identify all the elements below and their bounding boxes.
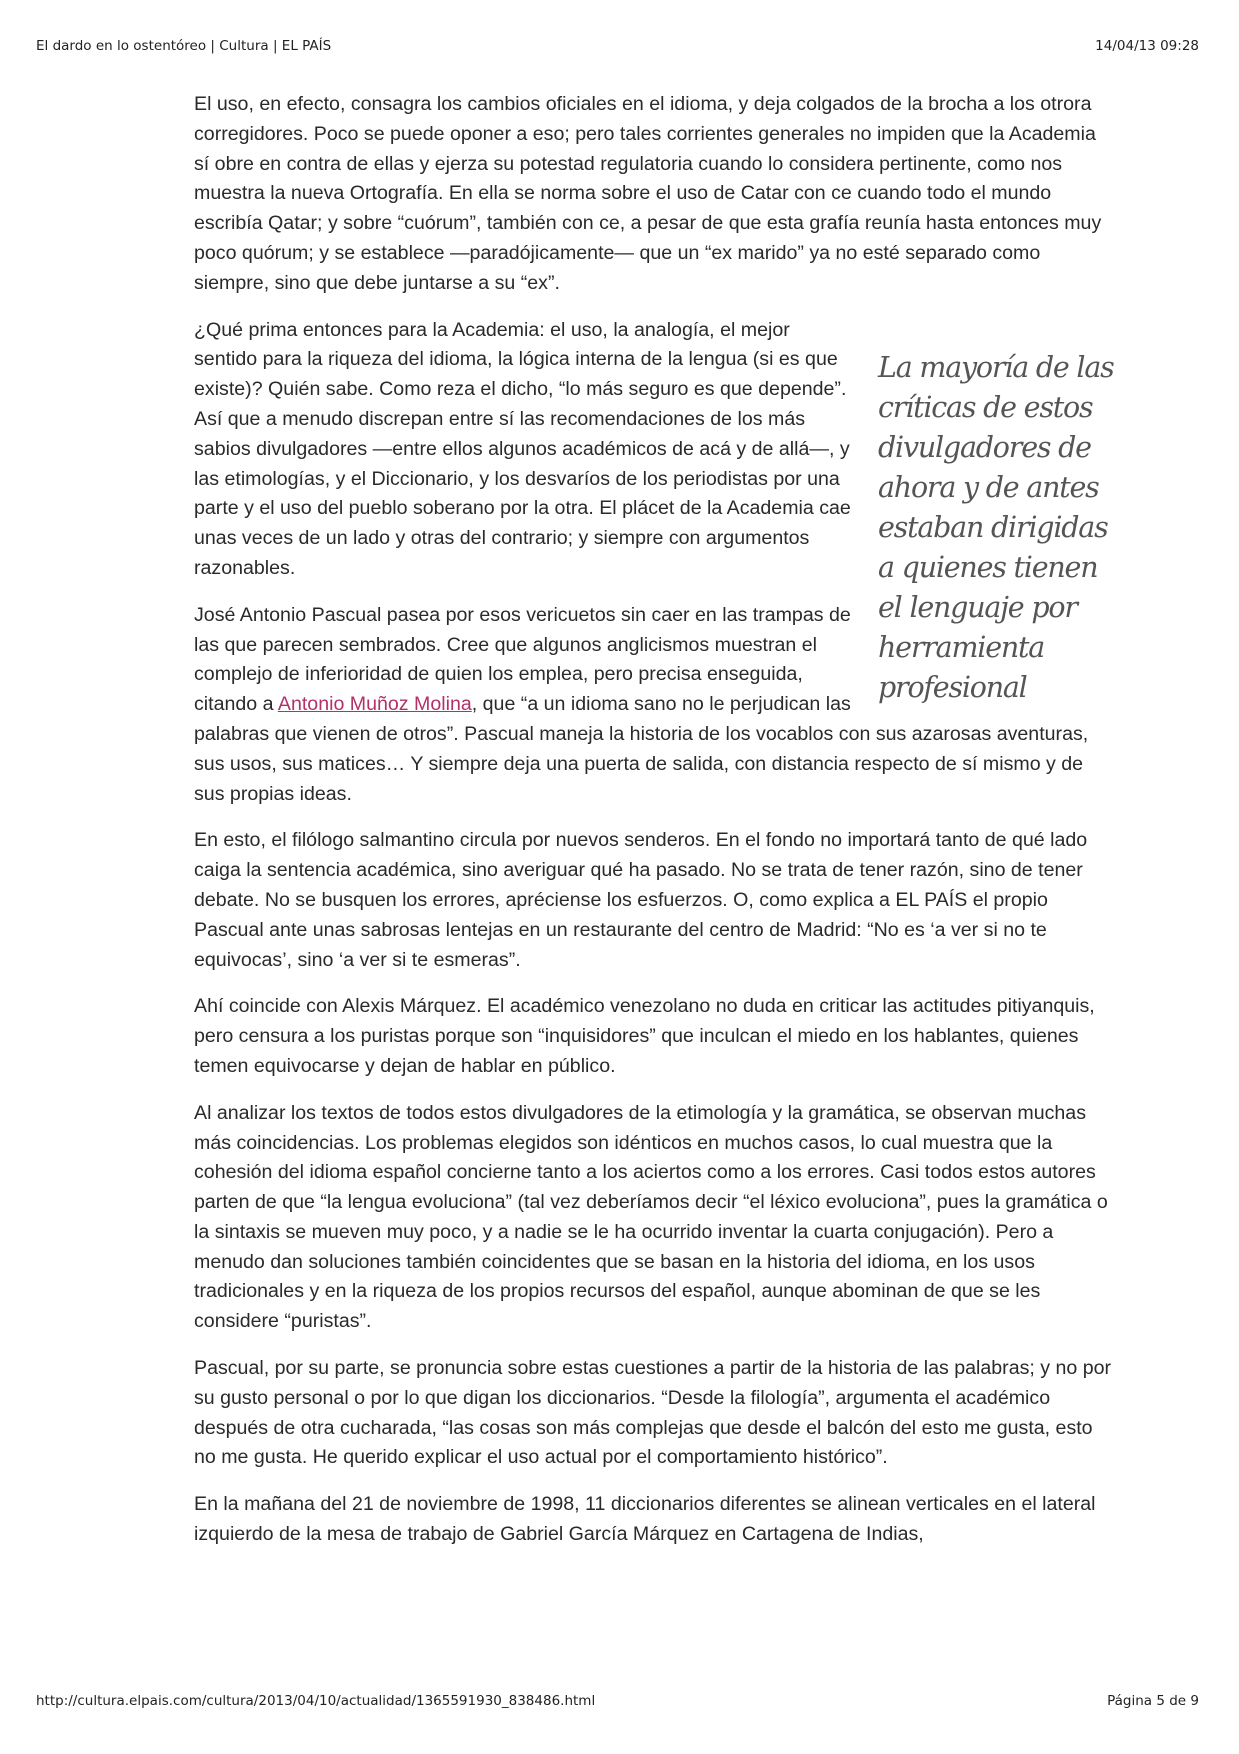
article-body <box>194 90 1114 1567</box>
page-header-title: El dardo en lo ostentóreo | Cultura | EL PAÍS <box>36 38 332 54</box>
paragraph-7: Pascual, por su parte, se pronuncia sobre estas cuestiones a partir de la historia de las palabras; y no por su gusto personal o por lo que digan los diccionarios. “Desde la filología”, argumenta el académico después de otra cucharada, “las cosas son más complejas que desde el balcón del esto me gusta, esto no me gusta. He querido explicar el uso actual por el comportamiento histórico”. <box>194 1357 1112 1469</box>
page-footer-page-number: Página 5 de 9 <box>1107 1693 1199 1709</box>
pull-quote: La mayoría de las críticas de estos divulgadores de ahora y de antes estaban dirigidas a quienes tienen el lenguaje por herramienta profesional <box>878 350 1114 704</box>
paragraph-5: Ahí coincide con Alexis Márquez. El académico venezolano no duda en criticar las actitudes pitiyanquis, pero censura a los puristas porque son “inquisidores” que inculcan el miedo en los hablantes, quienes temen equivocarse y dejan de hablar en público. <box>194 995 1095 1077</box>
paragraph-4: En esto, el filólogo salmantino circula por nuevos senderos. En el fondo no importará tanto de qué lado caiga la sentencia académica, sino averiguar qué ha pasado. No se trata de tener razón, sino de tener debate. No se busquen los errores, apréciense los esfuerzos. O, como explica a EL PAÍS el propio Pascual ante unas sabrosas lentejas en un restaurante del centro de Madrid: “No es ‘a ver si no te equivocas’, sino ‘a ver si te esmeras”. <box>194 829 1088 971</box>
antonio-munoz-molina-link[interactable]: Antonio Muñoz Molina <box>277 693 472 716</box>
page-header-datetime: 14/04/13 09:28 <box>1095 38 1199 54</box>
paragraph-3-text-after: , que “a un idioma sano no le perjudican las palabras que vienen de otros”. Pascual maneja la historia de los vocablos con sus azarosas aventuras, sus usos, sus matices… Y siempre deja una puerta de salida, con distancia respecto de sí mismo y de sus propias ideas. <box>194 693 1089 805</box>
paragraph-3-text-before: José Antonio Pascual pasea por esos vericuetos sin caer en las trampas de las que parecen sembrados. Cree que algunos anglicismos muestran el complejo de inferioridad de quien los emplea, pero precisa enseguida, citando a <box>194 603 851 716</box>
paragraph-2: ¿Qué prima entonces para la Academia: el uso, la analogía, el mejor sentido para la riqueza del idioma, la lógica interna de la lengua (si es que existe)? Quién sabe. Como reza el dicho, “lo más seguro es que depende”. Así que a menudo discrepan entre sí las recomendaciones de los más sabios divulgadores —entre ellos algunos académicos de acá y de allá—, y las etimologías, y el Diccionario, y los desvaríos de los periodistas por una parte y el uso del pueblo soberano por la otra. El plácet de la Academia cae unas veces de un lado y otras del contrario; y siempre con argumentos razonables. <box>194 318 851 579</box>
paragraph-8: En la mañana del 21 de noviembre de 1998, 11 diccionarios diferentes se alinean verticales en el lateral izquierdo de la mesa de trabajo de Gabriel García Márquez en Cartagena de Indias, <box>194 1493 1096 1546</box>
paragraph-1: El uso, en efecto, consagra los cambios oficiales en el idioma, y deja colgados de la brocha a los otrora corregidores. Poco se puede oponer a eso; pero tales corrientes generales no impiden que la Academia sí obre en contra de ellas y ejerza su potestad regulatoria cuando lo considera pertinente, como nos muestra la nueva Ortografía. En ella se norma sobre el uso de Catar con ce cuando todo el mundo escribía Qatar; y sobre “cuórum”, también con ce, a pesar de que esta grafía reunía hasta entonces muy poco quórum; y se establece —paradójicamente— que un “ex marido” ya no esté separado como siempre, sino que debe juntarse a su “ex”. <box>194 93 1102 294</box>
page-footer-url: http://cultura.elpais.com/cultura/2013/04/10/actualidad/1365591930_838486.html <box>36 1693 596 1709</box>
paragraph-6: Al analizar los textos de todos estos divulgadores de la etimología y la gramática, se observan muchas más coincidencias. Los problemas elegidos son idénticos en muchos casos, lo cual muestra que la cohesión del idioma español concierne tanto a los aciertos como a los errores. Casi todos estos autores parten de que “la lengua evoluciona” (tal vez deberíamos decir “el léxico evoluciona”, pues la gramática o la sintaxis se mueven muy poco, y a nadie se le ha ocurrido inventar la cuarta conjugación). Pero a menudo dan soluciones también coincidentes que se basan en la historia del idioma, en los usos tradicionales y en la riqueza de los propios recursos del español, aunque abominan de que se les considere “puristas”. <box>194 1101 1108 1333</box>
